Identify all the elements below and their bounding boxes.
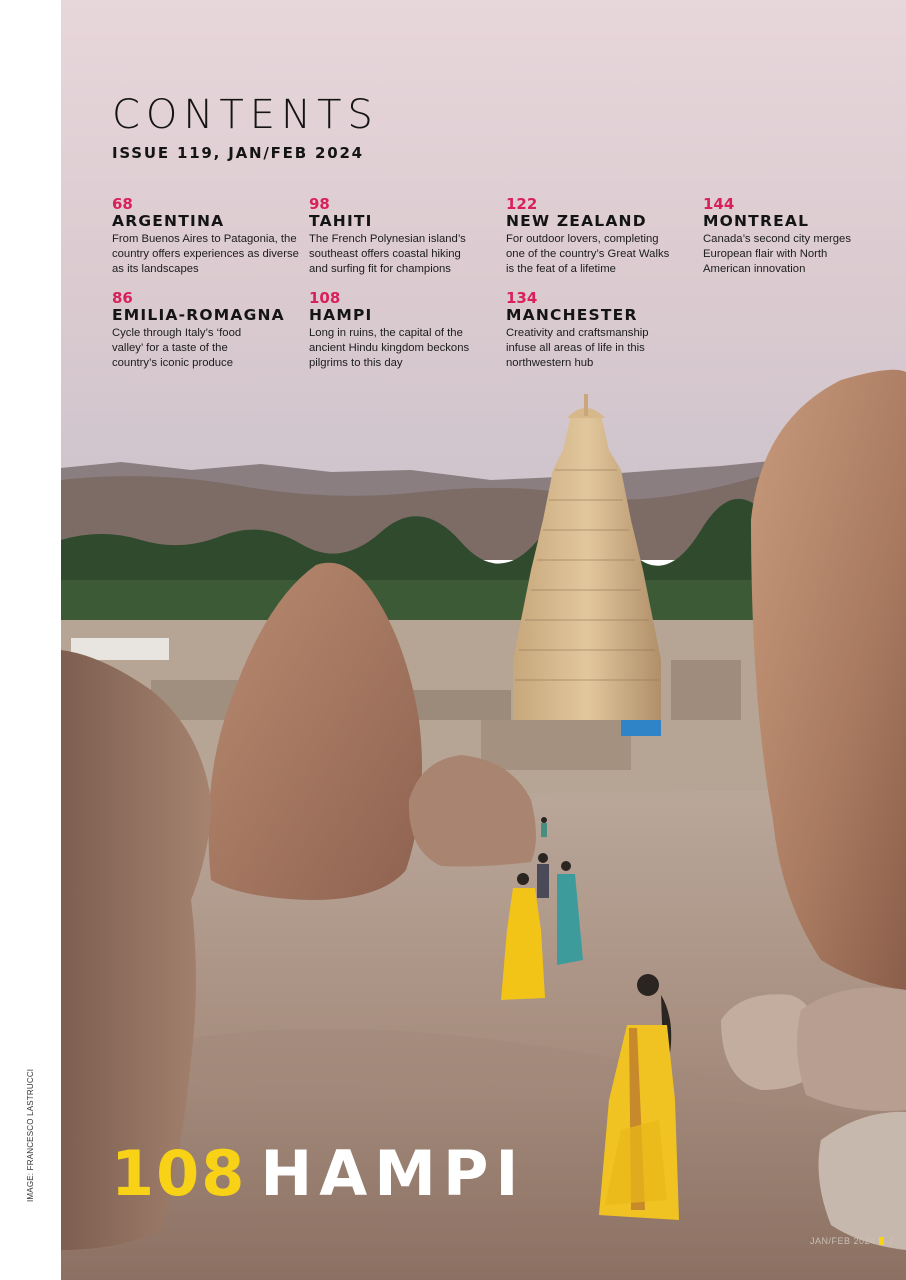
- page-folio: [810, 1234, 894, 1248]
- entry-title: ARGENTINA: [112, 212, 225, 230]
- feature-title: HAMPI: [260, 1137, 526, 1210]
- credit-strip: [0, 0, 61, 1280]
- feature-label[interactable]: [111, 1138, 526, 1214]
- logo-mark-icon: [879, 1237, 884, 1245]
- entry-title: NEW ZEALAND: [506, 212, 647, 230]
- entry-description: Long in ruins, the capital of the ancient Hindu kingdom beckons pilgrims to this day: [309, 327, 470, 370]
- contents-entry-manchester[interactable]: [506, 290, 676, 372]
- entry-description: For outdoor lovers, completing one of the country’s Great Walks is the feat of a lifetime: [506, 233, 670, 276]
- page-title: CONTENTS: [112, 92, 379, 138]
- contents-entry-emilia-romagna[interactable]: [112, 289, 285, 372]
- entry-description: Creativity and craftsmanship infuse all areas of life in this northwestern hub: [506, 327, 649, 370]
- photo-credit: IMAGE: FRANCESCO LASTRUCCI: [26, 1068, 35, 1202]
- entry-page-number: 144: [703, 195, 735, 213]
- entry-description: From Buenos Aires to Patagonia, the country offers experiences as diverse as its landscapes: [112, 233, 299, 276]
- entry-title: HAMPI: [309, 306, 373, 324]
- entry-title: MONTREAL: [703, 212, 810, 230]
- entry-page-number: 98: [309, 195, 330, 213]
- contents-header: [112, 92, 812, 162]
- contents-list: [112, 196, 902, 376]
- entry-description: The French Polynesian island’s southeast offers coastal hiking and surfing fit for champions: [309, 233, 466, 276]
- contents-entry-argentina[interactable]: [112, 196, 304, 278]
- feature-page-number: 108: [111, 1137, 247, 1210]
- entry-page-number: 134: [506, 289, 538, 307]
- contents-entry-new-zealand[interactable]: [506, 196, 680, 278]
- entry-title: TAHITI: [309, 212, 373, 230]
- hampi-temple-photo: [61, 0, 906, 1280]
- issue-line: ISSUE 119, JAN/FEB 2024: [112, 144, 364, 162]
- entry-description: Canada’s second city merges European flair with North American innovation: [703, 233, 851, 276]
- folio-issue: JAN/FEB 2024: [809, 1236, 876, 1246]
- contents-page: [61, 0, 906, 1280]
- contents-entry-tahiti[interactable]: [309, 196, 479, 278]
- entry-page-number: 68: [112, 195, 133, 213]
- contents-entry-montreal[interactable]: [703, 196, 873, 278]
- entry-page-number: 122: [506, 195, 538, 213]
- entry-description: Cycle through Italy’s ‘food valley’ for a taste of the country’s iconic produce: [112, 327, 242, 370]
- entry-page-number: 86: [112, 289, 133, 307]
- entry-page-number: 108: [309, 289, 341, 307]
- contents-entry-hampi[interactable]: [309, 290, 479, 372]
- entry-title: MANCHESTER: [506, 306, 638, 324]
- folio-page-number: 7: [888, 1236, 894, 1246]
- entry-title: EMILIA-ROMAGNA: [112, 306, 285, 324]
